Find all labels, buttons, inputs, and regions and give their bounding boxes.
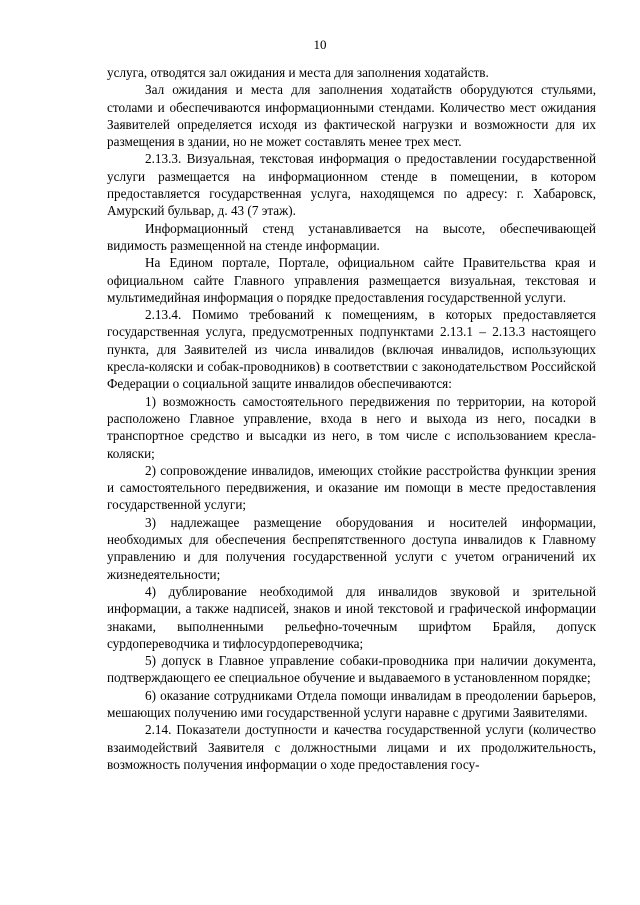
list-item-2: 2) сопровождение инвалидов, имеющих стойкие расстройства функции зрения и самостоятельного передвижения, и оказание им помощи в месте предоставления государственной услуги; [107, 462, 596, 513]
paragraph-portal-info: На Едином портале, Портале, официальном сайте Правительства края и официальном сайте Главного управления размещается визуальная, текстовая и мультимедийная информация о порядке предоставления государственной услуги. [107, 255, 596, 305]
paragraph-waiting-room: Зал ожидания и места для заполнения ходатайств оборудуются стульями, столами и обеспечиваются информационными стендами. Количество мест ожидания Заявителей определяется исходя из фактической нагрузки и возможности для их размещения в здании, но не может составлять менее трех мест. [107, 82, 596, 150]
paragraph-info-stand: Информационный стенд устанавливается на высоте, обеспечивающей видимость размещенной на стенде информации. [107, 220, 596, 253]
list-item-6: 6) оказание сотрудниками Отдела помощи инвалидам в преодолении барьеров, мешающих получению ими государственной услуги наравне с другими Заявителями. [107, 687, 596, 720]
list-item-4: 4) дублирование необходимой для инвалидов звуковой и зрительной информации, а также надписей, знаков и иной текстовой и графической информации знаками, выполненными рельефно-точечным шрифтом Брайля, допуск сурдопереводчика и тифлосурдопереводчика; [107, 583, 596, 651]
list-item-3: 3) надлежащее размещение оборудования и носителей информации, необходимых для обеспечения беспрепятственного доступа инвалидов к Главному управлению и для получения государственной услуги с учетом ограничений их жизнедеятельности; [107, 514, 596, 582]
paragraph-continuation: услуга, отводятся зал ожидания и места для заполнения ходатайств. [107, 65, 489, 80]
document-body [107, 64, 596, 773]
page-number: 10 [313, 37, 327, 52]
paragraph-2-13-4: 2.13.4. Помимо требований к помещениям, в которых предоставляется государственная услуга, предусмотренных подпунктами 2.13.1 – 2.13.3 настоящего пункта, для Заявителей из числа инвалидов (включая инвалидов, использующих кресла-коляски и собак-проводников) в соответствии с законодательством Российской Федерации о социальной защите инвалидов обеспечиваются: [107, 307, 596, 392]
paragraph-2-14: 2.14. Показатели доступности и качества государственной услуги (количество взаимодействий Заявителя с должностными лицами и их продолжительность, возможность получения информации о ходе предоставления госу- [107, 722, 596, 772]
list-item-5: 5) допуск в Главное управление собаки-проводника при наличии документа, подтверждающего ее специальное обучение и выдаваемого в установленном порядке; [107, 653, 596, 686]
list-item-1: 1) возможность самостоятельного передвижения по территории, на которой расположено Главное управление, входа в него и выхода из него, посадки в транспортное средство и высадки из него, в том числе с использованием кресла-коляски; [107, 393, 596, 461]
paragraph-2-13-3: 2.13.3. Визуальная, текстовая информация о предоставлении государственной услуги размещается на информационном стенде в помещении, в котором предоставляется государственная услуга, находящемся по адресу: г. Хабаровск, Амурский бульвар, д. 43 (7 этаж). [107, 151, 596, 219]
